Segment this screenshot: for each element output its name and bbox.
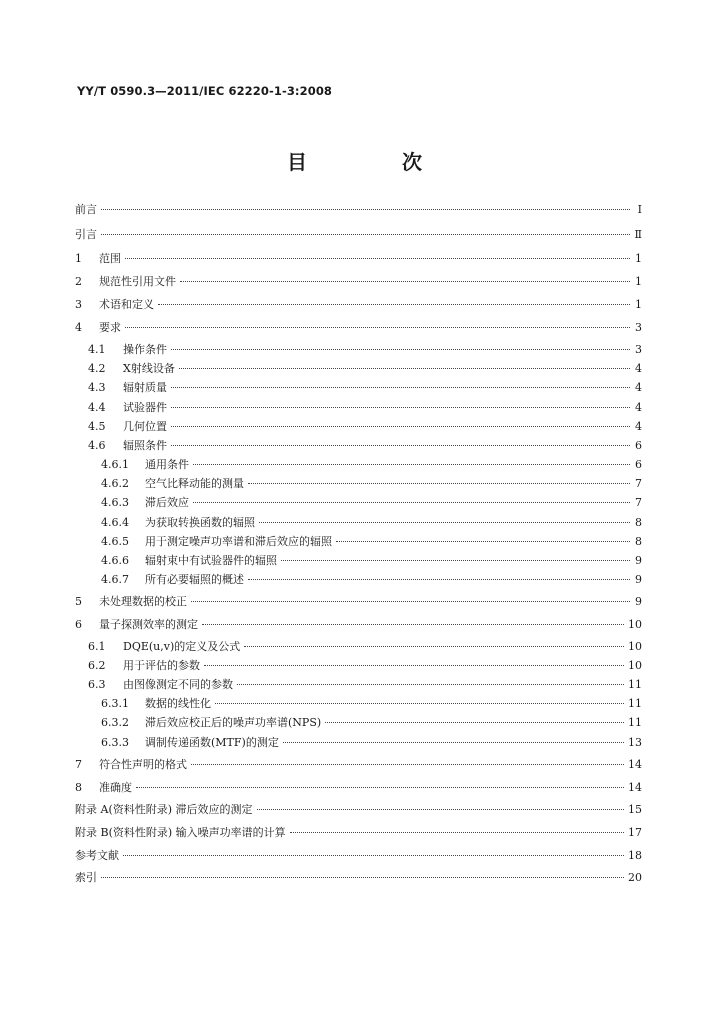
toc-entry-number: 4.6.2 <box>101 477 129 490</box>
toc-entry-number: 4.4 <box>88 401 106 414</box>
page-title: 目 次 <box>287 150 466 174</box>
toc-entry-page: 9 <box>635 554 642 567</box>
dot-leader <box>248 483 630 484</box>
toc-entry-page: 1 <box>635 252 642 265</box>
toc-entry-number: 4.6 <box>88 439 106 452</box>
toc-entry-number: 4.6.1 <box>101 458 129 471</box>
toc-entry-number: 4.6.7 <box>101 573 129 586</box>
dot-leader <box>158 304 630 305</box>
toc-entry-number: 5 <box>75 595 82 608</box>
toc-entry[interactable] <box>75 496 642 510</box>
toc-entry[interactable] <box>75 826 642 840</box>
toc-entry-page: 14 <box>628 758 642 771</box>
toc-entry-title: 为获取转换函数的辐照 <box>145 516 255 529</box>
toc-entry-number: 6.1 <box>88 640 106 653</box>
toc-entry[interactable] <box>75 275 642 289</box>
toc-entry-page: 6 <box>635 439 642 452</box>
toc-entry-title: 量子探测效率的测定 <box>99 618 198 631</box>
toc-entry-title: 滞后效应 <box>145 496 189 509</box>
toc-entry-number: 7 <box>75 758 82 771</box>
toc-entry-title: 要求 <box>99 321 121 334</box>
dot-leader <box>281 560 630 561</box>
dot-leader <box>215 703 624 704</box>
toc-entry-title: 准确度 <box>99 781 132 794</box>
toc-entry-number: 4.6.3 <box>101 496 129 509</box>
dot-leader <box>123 855 624 856</box>
toc-entry-title: 所有必要辐照的概述 <box>145 573 244 586</box>
toc-entry-page: Ⅰ <box>637 203 642 216</box>
dot-leader <box>257 809 624 810</box>
toc-entry-title: 由图像测定不同的参数 <box>123 678 233 691</box>
dot-leader <box>248 579 630 580</box>
toc-entry[interactable] <box>75 640 642 654</box>
toc-entry-page: 20 <box>628 871 642 884</box>
toc-entry-title: 索引 <box>75 871 97 884</box>
toc-entry-page: 7 <box>635 477 642 490</box>
toc-entry-title: 用于评估的参数 <box>123 659 200 672</box>
toc-entry-page: 10 <box>628 640 642 653</box>
dot-leader <box>259 522 630 523</box>
toc-entry[interactable] <box>75 716 642 730</box>
toc-entry-title: 参考文献 <box>75 849 119 862</box>
toc-entry-page: 13 <box>628 736 642 749</box>
toc-entry-title: 附录 A(资料性附录) 滞后效应的测定 <box>75 803 253 816</box>
toc-entry[interactable] <box>75 420 642 434</box>
toc-entry-title: 几何位置 <box>123 420 167 433</box>
toc-entry-number: 4 <box>75 321 82 334</box>
toc-entry-title: 前言 <box>75 203 97 216</box>
toc-entry-number: 4.6.5 <box>101 535 129 548</box>
toc-entry[interactable] <box>75 321 642 335</box>
toc-entry-number: 2 <box>75 275 82 288</box>
toc-entry[interactable] <box>75 516 642 530</box>
toc-entry-number: 3 <box>75 298 82 311</box>
dot-leader <box>193 502 630 503</box>
toc-entry[interactable] <box>75 803 642 817</box>
toc-entry-page: 9 <box>635 573 642 586</box>
toc-entry[interactable] <box>75 554 642 568</box>
toc-entry-page: 11 <box>628 716 642 729</box>
toc-entry-page: 11 <box>628 697 642 710</box>
toc-entry-page: 4 <box>635 420 642 433</box>
dot-leader <box>171 426 630 427</box>
dot-leader <box>101 209 630 210</box>
dot-leader <box>171 445 630 446</box>
toc-entry-title: 数据的线性化 <box>145 697 211 710</box>
toc-entry-page: 3 <box>635 343 642 356</box>
dot-leader <box>180 281 630 282</box>
toc-entry-page: 17 <box>628 826 642 839</box>
toc-entry-page: 4 <box>635 381 642 394</box>
toc-entry[interactable] <box>75 678 642 692</box>
toc-entry-title: 滞后效应校正后的噪声功率谱(NPS) <box>145 716 322 729</box>
dot-leader <box>204 665 624 666</box>
toc-entry-number: 6.3 <box>88 678 106 691</box>
toc-entry[interactable] <box>75 252 642 266</box>
dot-leader <box>171 387 630 388</box>
toc-entry-title: 操作条件 <box>123 343 167 356</box>
toc-entry-title: 辐射质量 <box>123 381 167 394</box>
toc-entry-title: 试验器件 <box>123 401 167 414</box>
dot-leader <box>171 349 630 350</box>
toc-entry-page: 7 <box>635 496 642 509</box>
toc-entry-title: 辐照条件 <box>123 439 167 452</box>
toc-entry-title: 符合性声明的格式 <box>99 758 187 771</box>
toc-entry[interactable] <box>75 343 642 357</box>
dot-leader <box>171 407 630 408</box>
toc-entry-number: 1 <box>75 252 82 265</box>
dot-leader <box>290 832 624 833</box>
toc-entry-page: 8 <box>635 535 642 548</box>
toc-entry-title: 调制传递函数(MTF)的测定 <box>145 736 279 749</box>
toc-entry-number: 6.3.1 <box>101 697 129 710</box>
document-code: YY/T 0590.3—2011/IEC 62220-1-3:2008 <box>77 84 333 98</box>
toc-entry-title: 附录 B(资料性附录) 输入噪声功率谱的计算 <box>75 826 286 839</box>
toc-entry-number: 4.2 <box>88 362 106 375</box>
toc-entry[interactable] <box>75 595 642 609</box>
dot-leader <box>136 787 624 788</box>
dot-leader <box>244 646 624 647</box>
toc-entry-page: 4 <box>635 401 642 414</box>
toc-entry-page: 14 <box>628 781 642 794</box>
toc-entry[interactable] <box>75 573 642 587</box>
toc-entry-number: 4.6.4 <box>101 516 129 529</box>
toc-entry-page: 8 <box>635 516 642 529</box>
toc-entry-title: 用于测定噪声功率谱和滞后效应的辐照 <box>145 535 332 548</box>
toc-entry-title: 辐射束中有试验器件的辐照 <box>145 554 277 567</box>
dot-leader <box>125 327 630 328</box>
toc-entry[interactable] <box>75 401 642 415</box>
toc-entry-number: 4.6.6 <box>101 554 129 567</box>
toc-entry-number: 6 <box>75 618 82 631</box>
dot-leader <box>101 234 630 235</box>
toc-entry[interactable] <box>75 849 642 863</box>
toc-entry-page: 6 <box>635 458 642 471</box>
dot-leader <box>336 541 630 542</box>
toc-entry-title: 未处理数据的校正 <box>99 595 187 608</box>
toc-entry[interactable] <box>75 697 642 711</box>
toc-entry-page: 1 <box>635 275 642 288</box>
toc-entry[interactable] <box>75 781 642 795</box>
toc-entry-page: 10 <box>628 618 642 631</box>
toc-entry[interactable] <box>75 228 642 242</box>
dot-leader <box>125 258 630 259</box>
toc-entry[interactable] <box>75 381 642 395</box>
toc-entry[interactable] <box>75 659 642 673</box>
toc-entry-number: 4.1 <box>88 343 106 356</box>
dot-leader <box>179 368 630 369</box>
toc-entry-number: 4.5 <box>88 420 106 433</box>
toc-entry-number: 6.3.2 <box>101 716 129 729</box>
toc-entry[interactable] <box>75 871 642 885</box>
dot-leader <box>191 601 630 602</box>
toc-entry[interactable] <box>75 362 642 376</box>
dot-leader <box>237 684 624 685</box>
toc-entry-title: 范围 <box>99 252 121 265</box>
toc-entry[interactable] <box>75 535 642 549</box>
toc-entry-title: 术语和定义 <box>99 298 154 311</box>
toc-entry-number: 6.2 <box>88 659 106 672</box>
toc-entry-page: Ⅱ <box>634 228 642 241</box>
toc-entry-page: 3 <box>635 321 642 334</box>
toc-entry-title: 通用条件 <box>145 458 189 471</box>
toc-entry-number: 8 <box>75 781 82 794</box>
toc-entry-title: 引言 <box>75 228 97 241</box>
toc-entry-page: 4 <box>635 362 642 375</box>
toc-entry[interactable] <box>75 439 642 453</box>
toc-entry-number: 4.3 <box>88 381 106 394</box>
dot-leader <box>283 742 624 743</box>
toc-entry-page: 1 <box>635 298 642 311</box>
toc-entry-title: DQE(u,v)的定义及公式 <box>123 640 241 653</box>
toc-entry[interactable] <box>75 458 642 472</box>
toc-entry[interactable] <box>75 298 642 312</box>
toc-entry-page: 10 <box>628 659 642 672</box>
dot-leader <box>101 877 624 878</box>
toc-entry[interactable] <box>75 618 642 632</box>
toc-entry-title: X射线设备 <box>123 362 175 375</box>
toc-entry[interactable] <box>75 758 642 772</box>
toc-entry-title: 空气比释动能的测量 <box>145 477 244 490</box>
toc-entry[interactable] <box>75 203 642 217</box>
dot-leader <box>325 722 624 723</box>
toc-entry[interactable] <box>75 477 642 491</box>
toc-entry[interactable] <box>75 736 642 750</box>
dot-leader <box>191 764 624 765</box>
toc-entry-page: 11 <box>628 678 642 691</box>
dot-leader <box>202 624 624 625</box>
toc-entry-title: 规范性引用文件 <box>99 275 176 288</box>
toc-entry-page: 15 <box>628 803 642 816</box>
toc-entry-page: 9 <box>635 595 642 608</box>
toc-entry-number: 6.3.3 <box>101 736 129 749</box>
dot-leader <box>193 464 630 465</box>
toc-entry-page: 18 <box>628 849 642 862</box>
